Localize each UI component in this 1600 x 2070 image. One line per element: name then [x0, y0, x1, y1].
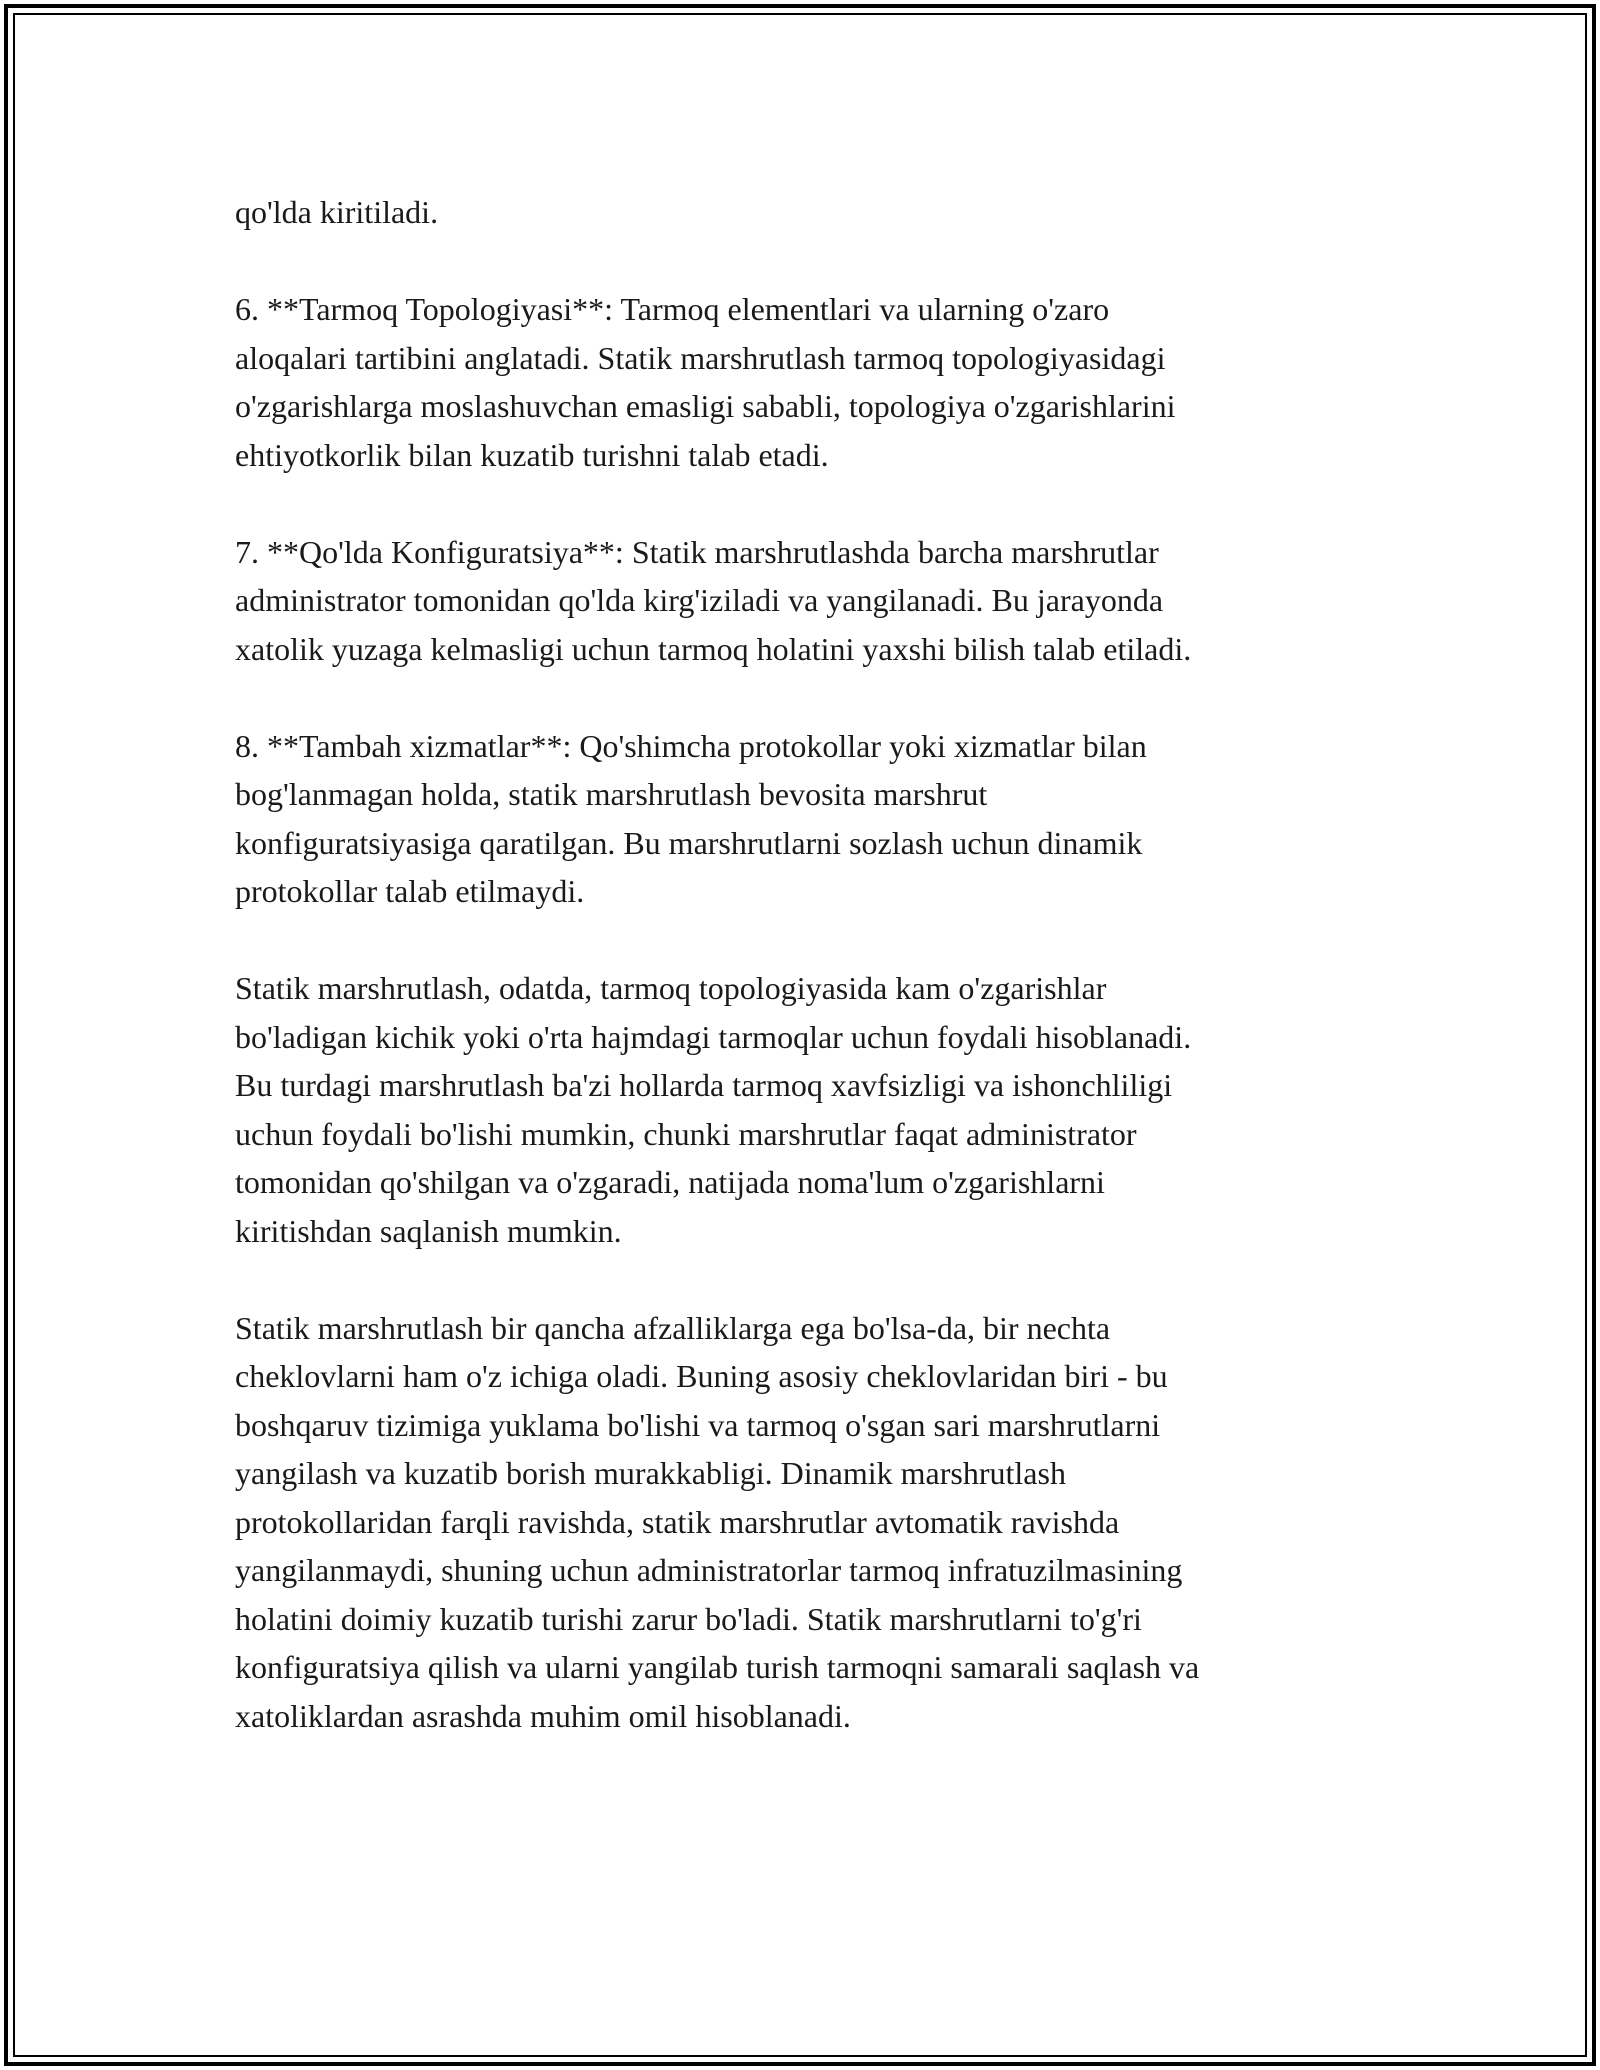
text-line: administrator tomonidan qo'lda kirg'iziladi va yangilanadi. Bu jarayonda [235, 582, 1164, 618]
paragraph-summary-usage [235, 964, 1385, 1255]
document-body [235, 188, 1385, 1789]
paragraph-continuation [235, 188, 1385, 237]
text-line: o'zgarishlarga moslashuvchan emasligi sababli, topologiya o'zgarishlarini [235, 388, 1176, 424]
text-line: 7. **Qo'lda Konfiguratsiya**: Statik marshrutlashda barcha marshrutlar [235, 533, 1159, 570]
text-line: xatolik yuzaga kelmasligi uchun tarmoq holatini yaxshi bilish talab etiladi. [235, 630, 1192, 667]
text-line: holatini doimiy kuzatib turishi zarur bo'ladi. Statik marshrutlarni to'g'ri [235, 1600, 1142, 1637]
text-line: protokollaridan farqli ravishda, statik marshrutlar avtomatik ravishda [235, 1503, 1120, 1540]
text-line: yangilash va kuzatib borish murakkabligi. Dinamik marshrutlash [235, 1455, 1066, 1491]
text-line: uchun foydali bo'lishi mumkin, chunki marshrutlar faqat administrator [235, 1115, 1137, 1152]
text-line: Bu turdagi marshrutlash ba'zi hollarda tarmoq xavfsizligi va ishonchliligi [235, 1067, 1173, 1103]
text-line: 8. **Tambah xizmatlar**: Qo'shimcha protokollar yoki xizmatlar bilan [235, 727, 1147, 764]
text-line: boshqaruv tizimiga yuklama bo'lishi va tarmoq o'sgan sari marshrutlarni [235, 1406, 1161, 1443]
text-line: aloqalari tartibini anglatadi. Statik marshrutlash tarmoq topologiyasidagi [235, 339, 1166, 376]
paragraph-item-7-manual-config [235, 528, 1385, 674]
text-line: cheklovlarni ham o'z ichiga oladi. Buning asosiy cheklovlaridan biri - bu [235, 1358, 1168, 1394]
text-line: ehtiyotkorlik bilan kuzatib turishni talab etadi. [235, 436, 829, 473]
text-line: yangilanmaydi, shuning uchun administratorlar tarmoq infratuzilmasining [235, 1552, 1183, 1588]
paragraph-item-8-services [235, 722, 1385, 916]
text-line: 6. **Tarmoq Topologiyasi**: Tarmoq elementlari va ularning o'zaro [235, 291, 1110, 327]
text-line: bo'ladigan kichik yoki o'rta hajmdagi tarmoqlar uchun foydali hisoblanadi. [235, 1018, 1192, 1055]
text-line: tomonidan qo'shilgan va o'zgaradi, natijada noma'lum o'zgarishlarni [235, 1164, 1105, 1200]
text-line: Statik marshrutlash bir qancha afzalliklarga ega bo'lsa-da, bir nechta [235, 1309, 1111, 1346]
text-line: bog'lanmagan holda, statik marshrutlash bevosita marshrut [235, 776, 988, 812]
text-line: Statik marshrutlash, odatda, tarmoq topologiyasida kam o'zgarishlar [235, 970, 1107, 1006]
text-line: protokollar talab etilmaydi. [235, 873, 585, 909]
text-line: konfiguratsiya qilish va ularni yangilab turish tarmoqni samarali saqlash va [235, 1649, 1200, 1685]
text-line: kiritishdan saqlanish mumkin. [235, 1212, 622, 1249]
text-line: konfiguratsiyasiga qaratilgan. Bu marshrutlarni sozlash uchun dinamik [235, 824, 1143, 861]
paragraph-summary-limitations [235, 1304, 1385, 1741]
text-line: qo'lda kiritiladi. [235, 194, 439, 230]
text-line: xatoliklardan asrashda muhim omil hisoblanadi. [235, 1697, 851, 1734]
paragraph-item-6-topology [235, 285, 1385, 479]
